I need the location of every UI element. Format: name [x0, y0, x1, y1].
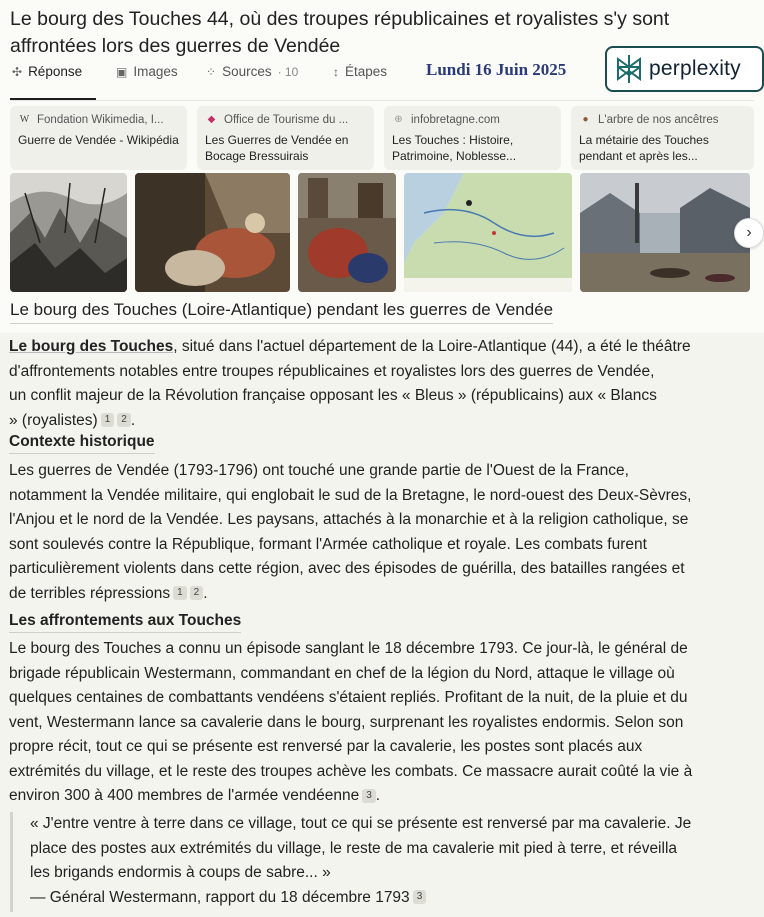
- image-icon: ▣: [116, 64, 128, 79]
- globe-icon: ⊕: [394, 114, 403, 125]
- page-title: Le bourg des Touches 44, où des troupes républicaines et royalistes s'y sont affrontées lors des guerres de Vendée: [10, 8, 670, 57]
- date-annotation: Lundi 16 Juin 2025: [426, 60, 567, 79]
- tab-label: Réponse: [28, 64, 83, 79]
- section-title-affrontements: Les affrontements aux Touches: [9, 612, 241, 633]
- divider: [10, 100, 754, 101]
- text-line: un conflit majeur de la Révolution française opposant les « Bleus » (républicains) aux « Blancs: [9, 387, 657, 404]
- source-site: infobretagne.com: [411, 113, 500, 126]
- citation-badge[interactable]: 2: [117, 413, 131, 427]
- text-line: , situé dans l'actuel département de la Loire-Atlantique (44), a été le théâtre: [173, 338, 691, 355]
- text-line: de terribles répressions: [9, 584, 171, 602]
- contexte-paragraph: Les guerres de Vendée (1793-1796) ont touché une grande partie de l'Ouest de la France, notamment la Vendée militaire, qui englobait le sud de la Bretagne, le nord-ouest des Deux-Sèvres, l'Anjou et le nord de la Vendée. Les paysans, attachés à la monarchie et à la religion catholique, se sont soulevés contre la République, formant l'Armée catholique et royale. Les combats furent particulièrement violents dans cette région, avec des épisodes de guérilla, des batailles rangées et de terribles répressions 1 2 .: [9, 459, 754, 606]
- sources-icon: ⁘: [206, 64, 217, 79]
- wikipedia-icon: W: [19, 114, 30, 125]
- tab-sources[interactable]: [206, 64, 298, 79]
- text-line: Le bourg des Touches a connu un épisode sanglant le 18 décembre 1793. Ce jour-là, le général de: [9, 640, 688, 657]
- battle-painting-image[interactable]: [135, 173, 290, 292]
- text-line: extrémités du village, et le reste des troupes achève les combats. Ce massacre aurait coûté la vie à: [9, 762, 693, 780]
- source-card[interactable]: [571, 106, 754, 170]
- text-line: quelques centaines de combattants vendéens s'étaient repliés. Profitant de la nuit, de la pluie et du: [9, 689, 688, 706]
- battle-engraving-image[interactable]: [10, 173, 127, 292]
- answer-icon: ✣: [12, 64, 23, 79]
- perplexity-logo-icon: [615, 54, 643, 84]
- text-line: Les guerres de Vendée (1793-1796) ont touché une grande partie de l'Ouest de la France,: [9, 462, 629, 479]
- quote-attribution: — Général Westermann, rapport du 18 décembre 1793: [30, 888, 410, 906]
- map-image[interactable]: [404, 173, 572, 292]
- text-line: d'affrontements notables entre troupes républicaines et royalistes lors des guerres de Vendée,: [9, 362, 655, 380]
- text-line: l'Anjou et le nord de la Vendée. Les paysans, attachés à la monarchie et à la religion catholique, se: [9, 511, 689, 528]
- tab-etapes[interactable]: [333, 64, 387, 79]
- quote-line: place des postes aux extrémités du village, le reste de ma cavalerie mit pied à terre, et réveilla: [30, 839, 678, 857]
- source-card[interactable]: [10, 106, 187, 170]
- text-line: sont soulevés contre la République, formant l'Armée catholique et royale. Les combats furent: [9, 535, 647, 553]
- citation-badge[interactable]: 1: [173, 586, 187, 600]
- quote-line: « J'entre ventre à terre dans ce village, tout ce qui se présente est renversé par ma cavalerie. Je: [30, 815, 692, 832]
- next-images-button[interactable]: [734, 218, 764, 248]
- text-line: notamment la Vendée militaire, qui englobait le sud de la Bretagne, le nord-ouest des Deux-Sèvres,: [9, 486, 692, 504]
- text-line: environ 300 à 400 membres de l'armée vendéenne: [9, 787, 360, 804]
- westermann-quote: [10, 812, 754, 912]
- source-title: Les Guerres de Vendée en Bocage Bressuirais: [205, 133, 349, 163]
- text-line: vent, Westermann lance sa cavalerie dans le bourg, surprenant les royalistes endormis. Selon son: [9, 713, 684, 731]
- citation-badge[interactable]: 3: [413, 890, 427, 904]
- source-site: L'arbre de nos ancêtres: [598, 113, 719, 126]
- affrontements-paragraph: Le bourg des Touches a connu un épisode sanglant le 18 décembre 1793. Ce jour-là, le général de brigade républicain Westermann, commandant en chef de la légion du Nord, attaque le village où quelques centaines de combattants vendéens s'étaient repliés. Profitant de la nuit, de la pluie et du vent, Westermann lance sa cavalerie dans le bourg, surprenant les royalistes endormis. Selon son propre récit, tout ce qui se présente est renversé par la cavalerie, les postes sont placés aux extrémités du village, et le reste des troupes achève les combats. Ce massacre aurait coûté la vie à environ 300 à 400 membres de l'armée vendéenne 3 .: [9, 637, 754, 809]
- tab-label: Sources: [222, 64, 272, 79]
- citation-badge[interactable]: 2: [190, 586, 204, 600]
- image-strip: [10, 173, 754, 293]
- sources-count: · 10: [277, 64, 299, 79]
- source-card[interactable]: [384, 106, 561, 170]
- family-tree-icon: ●: [582, 114, 589, 125]
- source-site: Fondation Wikimedia, I...: [37, 113, 164, 126]
- source-title: La métairie des Touches pendant et après les...: [579, 133, 709, 163]
- source-title: Les Touches : Histoire, Patrimoine, Noblesse...: [392, 133, 517, 163]
- citation-badge[interactable]: 1: [101, 413, 115, 427]
- tab-label: Étapes: [345, 64, 388, 79]
- intro-bold: Le bourg des Touches: [9, 338, 174, 355]
- text-line: propre récit, tout ce qui se présente est renversé par la cavalerie, les postes sont placés aux: [9, 738, 643, 755]
- chevron-right-icon: ›: [746, 224, 752, 241]
- text-line: brigade républicain Westermann, commandant en chef de la légion du Nord, attaque le village où: [9, 664, 675, 682]
- street-fight-painting-image[interactable]: [298, 173, 396, 292]
- tab-label: Images: [133, 64, 178, 79]
- article-heading: Le bourg des Touches (Loire-Atlantique) pendant les guerres de Vendée: [10, 300, 553, 324]
- tab-images[interactable]: [116, 64, 178, 79]
- tourism-office-icon: ◆: [207, 114, 216, 125]
- tab-reponse[interactable]: [12, 64, 82, 79]
- steps-icon: ↕: [333, 64, 339, 79]
- source-site: Office de Tourisme du ...: [224, 113, 349, 126]
- quote-line: les brigands endormis à coups de sabre... »: [30, 864, 331, 881]
- source-cards: [10, 106, 754, 170]
- text-line: » (royalistes): [9, 411, 98, 429]
- citation-badge[interactable]: 3: [362, 789, 376, 803]
- section-title-contexte: Contexte historique: [9, 433, 155, 454]
- logo-text: perplexity: [649, 57, 741, 80]
- text-line: particulièrement violents dans cette région, avec des épisodes de guérilla, des batailles rangées et: [9, 560, 685, 577]
- source-card[interactable]: [197, 106, 374, 170]
- source-title: Guerre de Vendée - Wikipédia: [18, 133, 179, 147]
- perplexity-logo: [605, 46, 764, 92]
- intro-paragraph: Le bourg des Touches, situé dans l'actuel département de la Loire-Atlantique (44), a été le théâtre d'affrontements notables entre troupes républicaines et royalistes lors des guerres de Vendée, un conflit majeur de la Révolution française opposant les « Bleus » (républicains) aux « Blancs » (royalistes) 1 2 .: [9, 335, 754, 433]
- village-aftermath-painting-image[interactable]: [580, 173, 750, 292]
